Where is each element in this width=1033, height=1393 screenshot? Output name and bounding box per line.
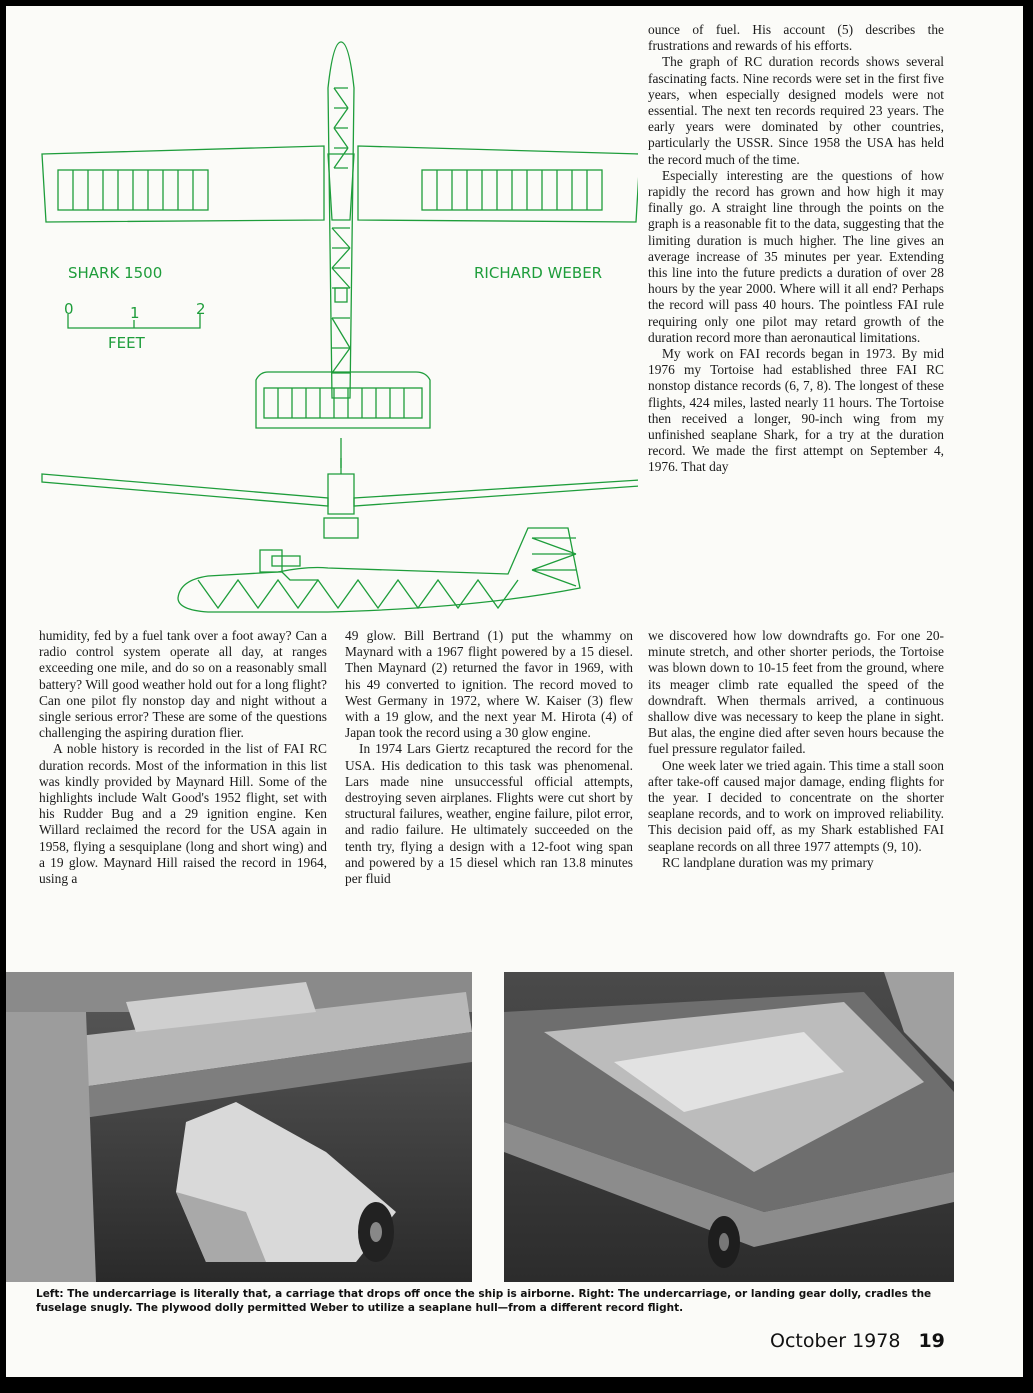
paragraph: One week later we tried again. This time a stall soon after take-off caused major damage, ending flights for the year. I decided to concentrate on the shorter seaplane records, and to work on improved reliability. This decision paid off, as my Shark established FAI seaplane records on all three 1977 attempts (9, 10). — [648, 757, 944, 854]
wing-ribs-left — [73, 170, 193, 210]
left-column — [39, 628, 327, 887]
photo-caption: Left: The undercarriage is literally that, a carriage that drops off once the ship is airborne. Right: The undercarriage, or landing gear dolly, cradles the fuselage snugly. The plywood dolly permitted Weber to utilize a seaplane hull—from a different record flight. — [36, 1288, 932, 1314]
paragraph: A noble history is recorded in the list of FAI RC duration records. Most of the information in this list was kindly provided by Maynard Hill. Some of the highlights include Walt Good's 1952 flight, set with his Rudder Bug and a 29 ignition engine. Ken Willard reclaimed the record for the USA again in 1958, flying a sesquiplane (long and short wing) and a 19 glow. Maynard Hill raised the record in 1964, using a — [39, 741, 327, 887]
scale-bar — [64, 300, 206, 352]
paragraph: ounce of fuel. His account (5) describes the frustrations and rewards of his efforts. — [648, 22, 944, 54]
plan-view — [42, 42, 638, 468]
paragraph: In 1974 Lars Giertz recaptured the record for the USA. His dedication to this task was phenomenal. Lars made nine unsuccessful official attempts, destroying seven airplanes. Flights were cut short by structural failures, weather, engine failure, pilot error, and radio failure. He ultimately succeeded on the tenth try, flying a design with a 12-foot wing span and powered by a 15 diesel which ran 13.8 minutes per fluid — [345, 741, 633, 887]
page-footer — [770, 1330, 945, 1352]
paragraph: 49 glow. Bill Bertrand (1) put the whammy on Maynard with a 1967 flight powered by a 15 diesel. Then Maynard (2) returned the favor in 1969, with his 49 converted to ignition. The record moved to West Germany in 1972, where W. Kaiser (3) flew with a 19 glow, and the next year M. Hirota (4) of Japan took the record using a 30 glow engine. — [345, 628, 633, 741]
designer-label: RICHARD WEBER — [474, 264, 603, 282]
front-view — [42, 458, 638, 538]
scale-unit-label: FEET — [108, 334, 145, 352]
photo-right-landing-dolly — [504, 972, 954, 1282]
scale-tick-2: 2 — [196, 300, 206, 318]
scale-tick-1: 1 — [130, 304, 140, 322]
page-number: 19 — [918, 1330, 945, 1352]
paragraph: The graph of RC duration records shows several fascinating facts. Nine records were set in the first five years, when especially designed models were not essential. The next ten records required 23 years. The early years were dominated by other countries, particularly the USSR. Since 1958 the USA has held the record much of the time. — [648, 54, 944, 167]
issue-date: October 1978 — [770, 1330, 901, 1352]
photo-left-undercarriage — [6, 972, 472, 1282]
paragraph: we discovered how low downdrafts go. For one 20-minute stretch, and other shorter periods, the Tortoise was blown down to 10-15 feet from the ground, where its meager climb rate equalled the speed of the downdraft. When thermals arrived, a continuous shallow dive was necessary to keep the plane in sight. But alas, the engine died after seven hours because the fuel pressure regulator failed. — [648, 628, 944, 757]
three-view-drawing — [28, 28, 638, 618]
right-bottom-column — [648, 628, 944, 871]
paragraph: Especially interesting are the questions of how rapidly the record has grown and how high it may finally go. A straight line through the points on the graph is a reasonable fit to the data, suggesting that the limiting duration is much higher. The line gives an average increase of 35 minutes per year. Extending this line into the future predicts a duration of over 28 hours by the year 2000. Where will it all end? Perhaps the record will pass 40 hours. The pointless FAI rule requiring only one pilot may retard growth of the duration record more than aeronautical limitations. — [648, 167, 944, 345]
paragraph: RC landplane duration was my primary — [662, 854, 874, 870]
middle-column — [345, 628, 633, 887]
right-top-column — [648, 22, 944, 476]
magazine-page — [6, 6, 1023, 1377]
paragraph: My work on FAI records began in 1973. By mid 1976 my Tortoise had established three FAI RC nonstop distance records (6, 7, 8). The longest of these flights, 424 miles, lasted nearly 11 hours. The Tortoise then received a longer, 90-inch wing from my unfinished seaplane Shark, for a try at the duration record. We made the first attempt on September 4, 1976. That day — [648, 346, 944, 475]
paragraph: humidity, fed by a fuel tank over a foot away? Can a radio control system operate all day, at ranges exceeding one mile, and do so on a reasonably small battery? Will good weather hold out for a long flight? Can one pilot fly nonstop day and night without a single serious error? These are some of the questions challenging the aspiring duration flier. — [39, 628, 327, 741]
side-view — [178, 528, 580, 612]
model-name-label: SHARK 1500 — [68, 264, 163, 282]
scale-tick-0: 0 — [64, 300, 74, 318]
wing-ribs-right — [437, 170, 587, 210]
